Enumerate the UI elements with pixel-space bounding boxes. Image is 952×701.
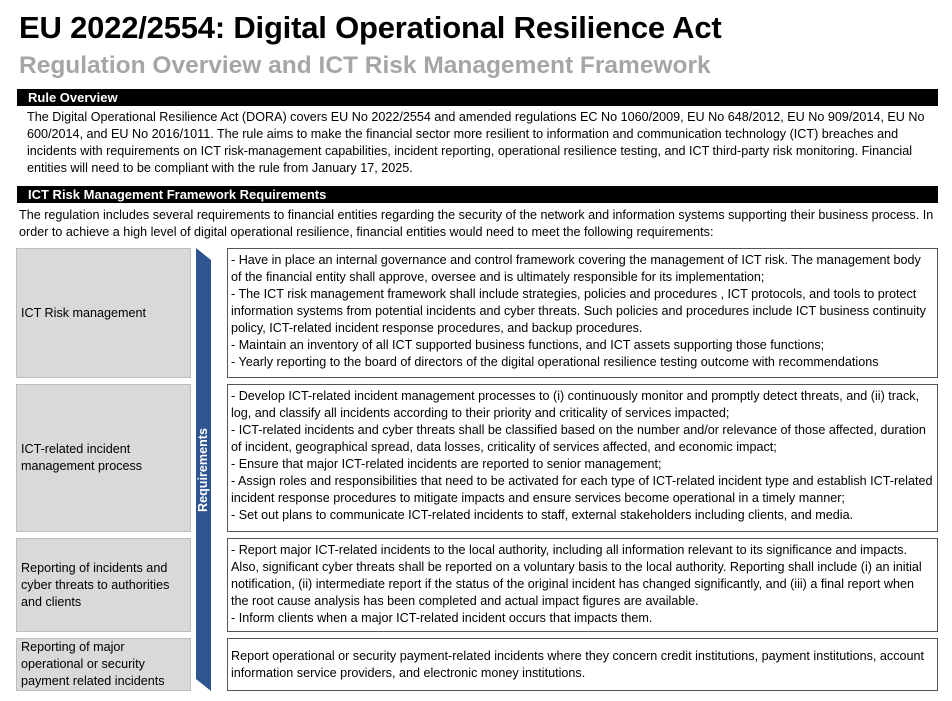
- requirements-box-incident-management: [227, 384, 938, 532]
- requirement-item: - Report major ICT-related incidents to the local authority, including all information relevant to its significance and impacts. Also, significant cyber threats shall be reported on a voluntary basis to the local authority. Reporting shall include (i) an initial notification, (ii) intermediate report if the status of the original incident has changed significantly, and (iii) a final report when the root cause analysis has been completed and actual impact figures are available.: [231, 543, 922, 608]
- rule-overview-heading: Rule Overview: [17, 89, 938, 106]
- rule-overview-text: The Digital Operational Resilience Act (DORA) covers EU No 2022/2554 and amended regulations EC No 1060/2009, EU No 648/2012, EU No 909/2014, EU No 600/2014, and EU No 2016/1011. The rule aims to make the financial sector more resilient to information and communication technology (ICT) breaches and incidents with requirements on ICT risk-management capabilities, incident reporting, operational resilience testing, and ICT third-party risk monitoring. Financial entities will need to be compliant with the rule from January 17, 2025.: [27, 110, 925, 175]
- requirement-item: - Yearly reporting to the board of directors of the digital operational resilience testing outcome with recommendations: [231, 355, 879, 369]
- requirements-box-ict-risk-management: [227, 248, 938, 378]
- requirement-item: - Maintain an inventory of all ICT supported business functions, and ICT assets supporting those functions;: [231, 338, 825, 352]
- requirement-item: - ICT-related incidents and cyber threats shall be classified based on the number and/or relevance of those affected, duration of incident, geographical spread, data losses, criticality of services affected, and economic impact;: [231, 423, 926, 454]
- row-label-text: ICT Risk management: [21, 305, 147, 320]
- framework-heading: ICT Risk Management Framework Requirements: [17, 186, 938, 203]
- requirement-item: - Ensure that major ICT-related incidents are reported to senior management;: [231, 457, 662, 471]
- row-label-reporting-authorities: [16, 538, 191, 632]
- requirement-item: - Develop ICT-related incident management processes to (i) continuously monitor and promptly detect threats, and (ii) track, log, and classify all incidents according to their priority and criticality of services impacted;: [231, 389, 920, 420]
- requirement-item: Report operational or security payment-related incidents where they concern credit institutions, payment institutions, account information service providers, and electronic money institutions.: [231, 648, 925, 680]
- row-label-text: ICT-related incident management process: [21, 442, 143, 473]
- requirement-item: - Have in place an internal governance and control framework covering the management of ICT risk. The management body of the financial entity shall approve, oversee and is ultimately responsible for its implementation;: [231, 253, 921, 284]
- requirements-box-reporting-authorities: [227, 538, 938, 632]
- row-label-payment-incidents: [16, 638, 191, 691]
- requirement-item: - Set out plans to communicate ICT-related incidents to staff, external stakeholders including clients, and media.: [231, 508, 854, 522]
- requirement-item: - Inform clients when a major ICT-related incident occurs that impacts them.: [231, 611, 653, 625]
- framework-intro: The regulation includes several requirements to financial entities regarding the security of the network and information systems supporting their business process. In order to achieve a high level of digital operational resilience, financial entities would need to meet the following requirements:: [19, 208, 934, 239]
- row-label-text: Reporting of major operational or security payment related incidents: [21, 640, 165, 688]
- requirements-box-payment-incidents: [227, 638, 938, 691]
- document-subtitle: Regulation Overview and ICT Risk Management Framework: [19, 52, 711, 79]
- row-label-ict-risk-management: [16, 248, 191, 378]
- row-label-incident-management: [16, 384, 191, 532]
- row-label-text: Reporting of incidents and cyber threats to authorities and clients: [21, 560, 170, 609]
- requirement-item: - The ICT risk management framework shall include strategies, policies and procedures , ICT protocols, and tools to protect information systems from potential incidents and cyber threats. Such policies and procedures include ICT business continuity policy, ICT-related incident response procedures, and backup procedures.: [231, 287, 926, 335]
- requirement-item: - Assign roles and responsibilities that need to be activated for each type of ICT-related incident type and establish ICT-related incident response procedures to mitigate impacts and ensure services become operational in a timely manner;: [231, 474, 933, 505]
- requirements-arrow-label: Requirements: [196, 428, 210, 512]
- document-title: EU 2022/2554: Digital Operational Resilience Act: [19, 10, 722, 45]
